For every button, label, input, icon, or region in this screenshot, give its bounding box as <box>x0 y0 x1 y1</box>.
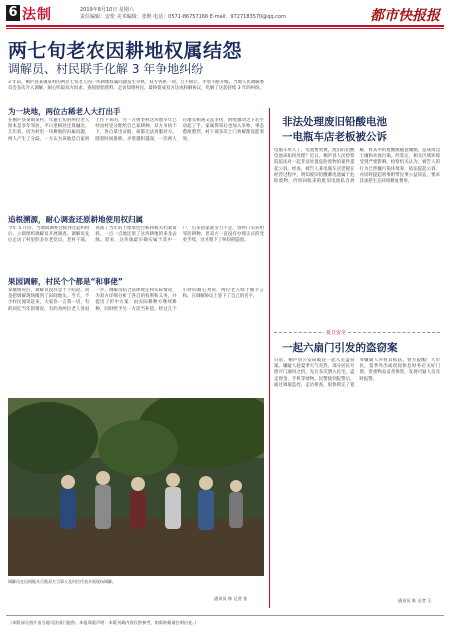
lead-subheadline: 调解员、村民联手化解 3 年争地纠纷 <box>8 62 204 76</box>
page-footnote: （本版部分图片由当地司法部门提供。本报郑重声明：本版刊载内容仅供参考，如需转载请注明出处。） <box>8 620 199 625</box>
newspaper-logo: 都市快报报 <box>370 8 440 24</box>
story1-headline-line2: 一电瓶车店老板被公诉 <box>282 131 387 143</box>
lead-intro: 3 年前，桐庐县某镇某村的两位七旬老人因一块耕地权属问题发生争执，双方各执一词，互不相让，矛盾不断升级。当地人民调解委员会多次介入调解，耐心听取双方诉求，查阅原始资料，走访知情村民，最终促成双方达成和解协议，化解了这起持续 3 年的纠纷。 <box>8 80 264 92</box>
section-body-3: 掌握情况后，调解员没有急于下结论，而是把调解现场搬到了田间地头。当天，不少村民闻讯赶来，大家你一言我一语，有的回忆当年的情况，有的劝两位老人各退一步。调解员结合法律规定和实际情况，为双方详细分析了各自的权利和义务，并提出了折中方案：由实际耕种方继续耕种，同时给予另一方适当补偿。经过几个小时的耐心劝说，两位老人终于握手言和，在调解协议上签下了自己的名字。 <box>8 288 264 312</box>
story2-kicker: 夏日安全 <box>326 330 347 336</box>
page-header <box>6 4 444 24</box>
story1-body: 电瓶车用久了，电池要更换，废旧的铅酸电池该如何处理？近日，桐庐县人民检察院依法对一起非法处置危险废物的案件提起公诉。经查，被告人某电瓶车店老板在经营过程中，明知废旧铅酸蓄电池属于危险废物，仍将回收来的废旧电池私自拆解，将其中的废酸液随意倾倒，造成周边土壤和水体污染。经鉴定，相关区域环境受到严重影响。检察机关认为，被告人的行为已涉嫌污染环境罪，依法提起公诉，并同时提起刑事附带民事公益诉讼，要求其承担生态环境修复费用。 <box>274 148 440 185</box>
story-separator <box>274 332 440 333</box>
story1-headline-line1: 非法处理废旧铅酸电池 <box>282 116 387 128</box>
section-title: 法制 <box>22 7 52 23</box>
editor-contact: 责任编辑：安伦 美术编辑：张维 电话：0571-86757166 E-mail：9727183570@qq.com <box>80 14 286 20</box>
date-line: 2019年8月10日 星期六 <box>80 7 134 13</box>
page-number: 6 <box>6 5 20 21</box>
story2-byline: 通讯员 陈 记者 王 <box>398 598 432 603</box>
section-heading-2: 追根溯源，耐心调查还原耕地使用权归属 <box>8 215 143 224</box>
section-body-1: 在桐庐县某镇某村，年逾七旬的两位老人原本是多年邻居，平日里相处还算融洽。几年前，因为村里一块耕地的归属问题，两人产生了分歧，一方认为该地是自家祖上传下来的，另一方则坚称这块地早年已经由村里分配给自己家耕种。双方争执不下，各自拿出证据，却都无法说服对方。随着时间推移，矛盾越积越深，一次两人在地头相遇又起争执，情绪激动之下甚至动起了手。家属得知后也加入争吵，事态愈演愈烈，村干部多次上门劝解都没能奏效。 <box>8 118 264 142</box>
mediation-photo <box>8 398 264 576</box>
footer-rule <box>6 615 444 616</box>
column-divider <box>269 108 270 608</box>
lead-headline: 两七旬老农因耕地权属结怨 <box>8 40 243 62</box>
header-rule <box>6 25 444 27</box>
story2-headline: 一起六扇门引发的盗窃案 <box>282 342 398 354</box>
story2-body: 日前，桐庐县公安局破获一起入室盗窃案。嫌疑人趁夏季天气炎热、部分居民开窗开门通风之机，先后多次潜入民宅，盗走现金、手机等财物。民警接到报警后，通过调取监控、走访排查，很快锁定了犯罪嫌疑人并将其抓获。警方提醒广大市民，夏季外出或夜间休息时务必关好门窗，贵重物品妥善保管，发现可疑人员及时报警。 <box>274 358 440 388</box>
section-heading-1: 为一块地，两位古稀老人大打出手 <box>8 107 121 116</box>
lead-byline: 通讯员 林 记者 张 <box>214 596 248 601</box>
section-body-2: 今年 5 月份，当地镇调委会接到这起纠纷后，立即组织调解员开展调查。调解员先后走访了村里的多位老党员、老村干部，查阅了当年的土地承包台账和相关档案资料，一点一点地还原了这块耕地的来龙去脉。原来，这块地最早确实属于其中一户，后来因家庭劳力不足，曾经口头转给邻居耕种，但双方一直没有办理正式的变更手续，这才埋下了纠纷的隐患。 <box>8 226 264 244</box>
mediation-photo-illustration <box>8 398 264 576</box>
section-heading-3: 果园调解，村民个个都是“和事佬” <box>8 277 123 286</box>
header-rule-thin <box>6 28 444 29</box>
photo-caption: 调解员在田间地头召集双方当事人及村民代表开展现场调解。 <box>8 579 116 584</box>
